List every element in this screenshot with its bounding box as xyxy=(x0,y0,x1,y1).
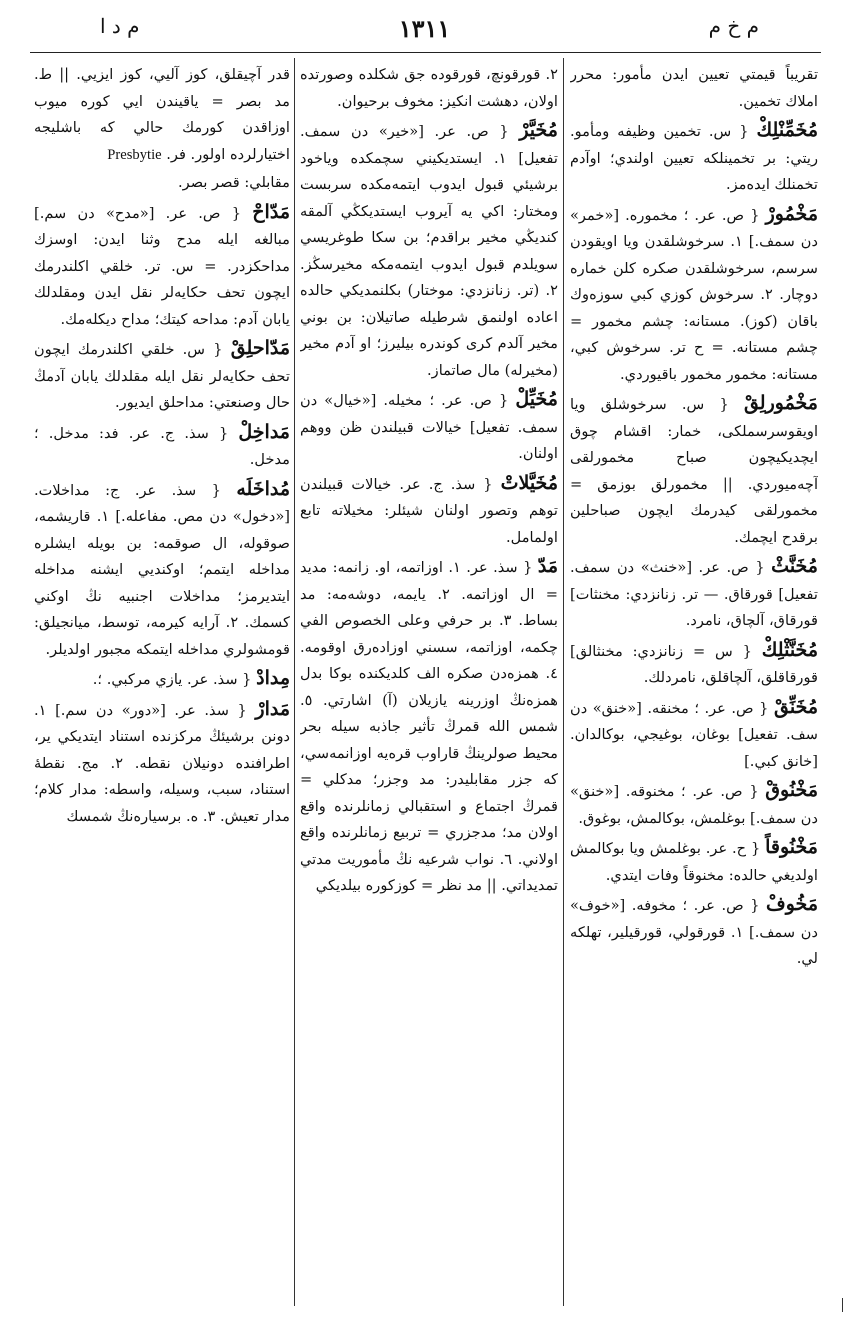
entry-text: { سذ. عر. [«دور» دن سم.] ١. دونن برشيئڭ مركزنده استناد ايتديكي ير، اطرافنده دونيلان نقطه. ٢. مج. نقطهٔ استناد، سبب، وسيله، واسطه: مدار كلام؛ مدار تعيش. ٣. ه. برسيارەنڭ شمسك xyxy=(34,701,290,825)
headword: مُخَنِّقْ xyxy=(773,695,818,718)
dictionary-entry xyxy=(570,891,818,973)
headword: مَداخِلْ xyxy=(238,420,290,443)
header-section-letters-right: م خ م xyxy=(708,14,759,38)
headword: مُخَنَّثْ xyxy=(771,555,818,577)
entry-text: { ص. عر. [«خنث» دن سمف. تفعيل] قورقاق. — تر. زنانزدي: مخنثات] قورقاق، آلچاق، نامرد. xyxy=(570,559,818,629)
dictionary-entry xyxy=(34,665,290,694)
headword: مَدّ xyxy=(537,555,558,577)
entry-text: { سذ. ج. عر. خيالات قبيلندن توهم وتصور اولنان شيئلر: مخيلاته تابع اولمامل. xyxy=(300,475,558,546)
page-number: ١٣١١ xyxy=(398,14,451,43)
dictionary-column-right xyxy=(570,62,818,1302)
entry-text: { ص. عر. [«خير» دن سمف. تفعيل] ١. ايستديكيني سچمكده وياخود برشيئي قبول ايدوب ايتمەمكده سربست ومختار: اكي يه آيروب ايستديكڭي آلمقه كنديڭي مخير براقدم؛ بن سكا طوغريسي سويلدم قبول ايدوب ايتمەمكه مخيرسڭز. ٢. (تر. زنانزدي: موختار) بكلنمديكي حالده اعاده اولنمق شرطيله صاتيلان: بن بوني مخير آلدم كرى كوندره بيليرز؛ او آدم مخير (مخيرله) مال صاتماز. xyxy=(300,123,558,379)
dictionary-entry xyxy=(300,62,558,115)
dictionary-entry xyxy=(570,777,818,832)
dictionary-entry xyxy=(34,335,290,417)
headword: مَخُوفْ xyxy=(766,893,818,915)
entry-text: { س. خلقي اكلندرمك ايچون تحف حكايەلر نقل ايله مقلدلك يابان آدمڭ حال وصنعتي: مداحلق ايديور. xyxy=(34,341,290,411)
entry-text: ٢. قورقونچ، قورقوده جق شكلده وصورتده اولان، دهشت انكيز: مخوف برحيوان. xyxy=(300,66,558,110)
dictionary-entry xyxy=(570,834,818,889)
headword: مُخَيَّرْ xyxy=(519,119,558,141)
entry-text: { س = زنانزدي: مخنثالق] قورقاقلق، آلچاقلق، نامردلك. xyxy=(570,642,818,686)
dictionary-entry xyxy=(34,62,290,168)
page-header xyxy=(30,14,819,48)
entry-text: { س. تخمين وظيفه ومأمو. ريتي: بر تخمينلكه تعيين اولندي؛ اوآدم تخمنلك ايدەمز. xyxy=(570,123,818,193)
entry-text: { ص. عر. ؛ مخموره. [«خمر» دن سمف.] ١. سرخوشلقدن ويا اويقودن سرسم، سرخوشلقدن صكره كلن خماره دوچار. ٢. سرخوش كوزي كبي سوزەوك باقان (كوز). مستانه: چشم مخمور = چشم مستانه. = ح تر. سرخوش كبي، مستانه: مخمور مخمور باقيوردي. xyxy=(570,206,818,383)
dictionary-entry xyxy=(300,386,558,468)
dictionary-entry xyxy=(300,470,558,552)
dictionary-entry xyxy=(34,419,290,474)
entry-text: قدر آچيقلق، كوز آليي، كوز ايزيي. || ط. مد بصر = ياقيندن ايي كوره ميوب اوزاقدن كورمك حالي كه باشليجه اختيارلرده اولور. فر. xyxy=(34,66,290,163)
entry-text: { ص. عر. ؛ مخنقه. [«خنق» دن سف. تفعيل] بوغان، بوغيجي، بوكالدان. [خانق كبي.] xyxy=(570,699,818,770)
headword: مُداخَلَه xyxy=(236,477,290,500)
headword: مَدارْ xyxy=(255,697,290,720)
headword: مَدّاحْ xyxy=(252,200,290,223)
entry-text: مقابلي: قصر بصر. xyxy=(178,174,290,191)
headword: مَخْمُورلِقْ xyxy=(743,392,818,414)
headword: مِدادْ xyxy=(256,667,290,689)
dictionary-entry xyxy=(34,696,290,831)
dictionary-entry xyxy=(570,117,818,199)
column-divider xyxy=(563,58,564,1306)
headword: مَخْنُوقْ xyxy=(765,779,818,801)
headword: مُخَيِّلْ xyxy=(515,388,558,410)
entry-text: { ص. عر. ؛ مخنوقه. [«خنق» دن سمف.] بوغلمش، بوكالمش، بوغوق. xyxy=(570,783,818,827)
dictionary-column-left xyxy=(34,62,290,1302)
headword: مُخَمِّنْلِكْ xyxy=(756,119,818,141)
header-section-letters: م د ا xyxy=(100,14,140,38)
dictionary-entry xyxy=(34,170,290,197)
headword: مُخَنَّثْلِكْ xyxy=(761,638,818,661)
entry-text: { ص. عر. [«مدح» دن سم.] مبالغه ايله مدح وثنا ايدن: اوسزك مداحكزدر. = س. تر. خلقي اكلندرمك ايچون تحف حكايەلر نقل ايدن ومقلدلك يابان آدم: مداحه كيتك؛ مداح ديكلەمك. xyxy=(34,204,290,328)
dictionary-entry xyxy=(570,62,818,115)
entry-text: { ح. عر. بوغلمش ويا بوكالمش اولديغي حالده: مخنوقاً وفات ايتدي. xyxy=(570,840,818,884)
dictionary-entry xyxy=(34,476,290,664)
dictionary-column-middle xyxy=(300,62,558,1302)
entry-text: { ص. عر. ؛ مخيله. [«خيال» دن سمف. تفعيل] خيالات قبيلندن ظن ووهم اولنان. xyxy=(300,392,558,462)
headword: مَخْنُوقاً xyxy=(765,836,818,858)
dictionary-entry xyxy=(34,199,290,334)
header-rule xyxy=(30,52,821,53)
column-divider xyxy=(294,58,295,1306)
entry-text: { سذ. عر. ج: مداخلات. [«دخول» دن مص. مفاعله.] ١. قاريشمه، صوقوله، ال صوقمه: بن بويله ايشلره مداخله ايتمم؛ اوكنديي ايشنه مداخله ايتديرمز؛ مداخلات اجنبيه نڭ اوكني كسمك. ٢. آرايه كيرمه، توسط، ميانجيلق: قومشولري مداخله ايتمكه مجبور اولديلر. xyxy=(34,481,290,658)
entry-text: { س. سرخوشلق ويا اويقوسرسملكى، خمار: اقشام چوق ايچديكيچون صباح مخمورلقى آچەميوردي. || مخمورلق بوزمق = مخمورلقى كيدرمك ايچون صباحلين برقدح ايچمك. xyxy=(570,396,818,546)
headword: مُخَيَّلاتْ xyxy=(500,471,558,494)
dictionary-entry xyxy=(570,201,818,389)
entry-text: { سذ. ج. عر. فد: مدخل. ؛ مدخل. xyxy=(34,424,290,468)
margin-mark xyxy=(842,1298,843,1312)
dictionary-entry xyxy=(570,553,818,635)
entry-text: تقريباً قيمتي تعيين ايدن مأمور: محرر املاك تخمين. xyxy=(570,66,818,110)
dictionary-entry xyxy=(570,390,818,551)
headword: مَخْمُورْ xyxy=(765,202,818,225)
headword: مَدّاحلِقْ xyxy=(230,337,290,359)
dictionary-entry xyxy=(300,553,558,900)
dictionary-entry xyxy=(570,637,818,692)
entry-text: { سذ. عر. يازي مركبي. ؛. xyxy=(92,671,252,688)
entry-text: { سذ. عر. ١. اوزاتمه، او. زانمه: مديد = ال اوزاتمه. ٢. يايمه، دوشەمه: مد بساط. ٣. بر حرفي وعلى الخصوص الفي چكمه، اوزاتمه، سسني اوزادەرق اوقومه. ٤. همزەدن صكره الف كلديكنده بوكا بدل همزەنڭ اوزرينه يازيلان (آ) اشارتي. ٥. شمس الله قمرڭ تأثير جاذبه سيله بحر محيط صولرينڭ قاراوب قرەيه اوزانمەسي، كه جزر مقابليدر: مد وجزر؛ مدكلي = قمرڭ اجتماع و استقبالي زمانلرنده واقع اولان مد؛ مدجزري = تربيع زمانلرنده واقع اولاني. ٦. نواب شرعيه نڭ مأموريت مدتي تمديداتي. || مد نظر = كوزكوره بيلديكي xyxy=(300,559,558,894)
dictionary-entry xyxy=(300,117,558,384)
dictionary-entry xyxy=(570,694,818,776)
entry-text: { ص. عر. ؛ مخوفه. [«خوف» دن سمف.] ١. قورقولي، قورقيلير، تهلكه لي. xyxy=(570,897,818,967)
latin-term: Presbytie xyxy=(107,146,162,163)
